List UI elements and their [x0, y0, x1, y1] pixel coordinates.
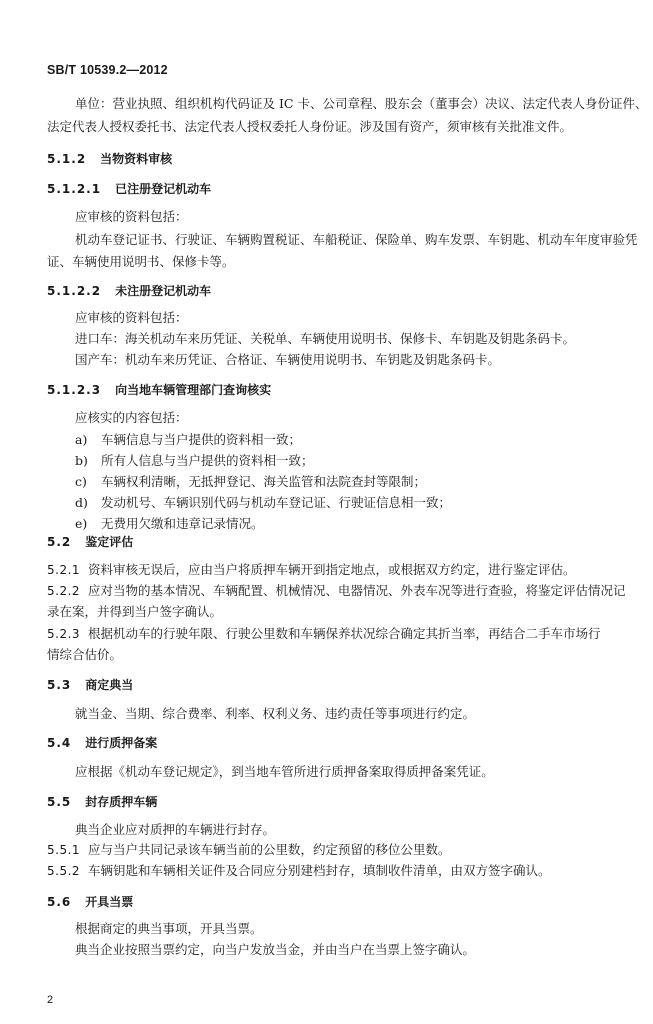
paragraph: 情综合估价。 — [47, 647, 123, 662]
paragraph: 国产车：机动车来历凭证、合格证、车辆使用说明书、车钥匙及钥匙条码卡。 — [75, 352, 501, 367]
numbered-paragraph-5-2-2 — [0, 581, 653, 601]
section-title: 鉴定评估 — [85, 535, 134, 549]
list-item — [75, 514, 264, 534]
paragraph-number: 5.5.1 — [47, 843, 81, 857]
section-number: 5.1.2.2 — [47, 284, 102, 298]
section-number: 5.1.2.3 — [47, 383, 102, 397]
numbered-paragraph-5-5-1 — [0, 840, 653, 860]
page-number: 2 — [47, 994, 54, 1006]
list-item — [75, 493, 451, 513]
paragraph: 应审核的资料包括： — [75, 310, 188, 325]
list-item-text: 无费用欠缴和违章记录情况。 — [101, 516, 264, 531]
list-item-text: 发动机号、车辆识别代码与机动车登记证、行驶证信息相一致； — [101, 495, 452, 510]
section-title: 已注册登记机动车 — [115, 182, 212, 196]
list-marker: a) — [75, 432, 88, 447]
section-title: 向当地车辆管理部门查询核实 — [115, 383, 272, 397]
standard-code: SB/T 10539.2—2012 — [47, 63, 168, 77]
section-title: 封存质押车辆 — [85, 795, 158, 809]
intro-line-1: 单位：营业执照、组织机构代码证及 IC 卡、公司章程、股东会（董事会）决议、法定代表人身份证件、 — [75, 96, 648, 111]
section-number: 5.2 — [47, 535, 72, 549]
section-number: 5.6 — [47, 895, 72, 909]
paragraph: 应审核的资料包括： — [75, 209, 188, 224]
section-heading-5-2 — [47, 533, 133, 551]
paragraph-number: 5.2.3 — [47, 627, 81, 641]
paragraph-number: 5.2.1 — [47, 563, 81, 577]
section-number: 5.4 — [47, 736, 72, 750]
paragraph: 应根据《机动车登记规定》，到当地车管所进行质押备案取得质押备案凭证。 — [75, 764, 494, 779]
section-heading-5-1-2 — [47, 150, 172, 168]
section-heading-5-1-2-2 — [47, 282, 211, 300]
list-item — [75, 451, 314, 471]
numbered-paragraph-5-5-2 — [0, 861, 653, 881]
section-title: 进行质押备案 — [85, 736, 158, 750]
paragraph-text: 根据机动车的行驶年限、行驶公里数和车辆保养状况综合确定其折当率，再结合二手车市场行 — [88, 626, 601, 641]
section-number: 5.5 — [47, 795, 72, 809]
list-item-text: 车辆信息与当户提供的资料相一致； — [101, 432, 302, 447]
paragraph: 录在案，并得到当户签字确认。 — [47, 604, 223, 619]
section-heading-5-5 — [47, 793, 157, 811]
section-heading-5-4 — [47, 734, 157, 752]
list-item — [75, 472, 426, 492]
paragraph: 典当企业按照当票约定，向当户发放当金，并由当户在当票上签字确认。 — [75, 942, 476, 957]
list-marker: e) — [75, 516, 88, 531]
list-marker: c) — [75, 474, 87, 489]
section-heading-5-1-2-3 — [47, 381, 271, 399]
paragraph: 证、车辆使用说明书、保修卡等。 — [47, 254, 235, 269]
section-heading-5-3 — [47, 676, 133, 694]
section-title: 未注册登记机动车 — [115, 284, 212, 298]
paragraph-text: 应与当户共同记录该车辆当前的公里数，约定预留的移位公里数。 — [88, 842, 451, 857]
paragraph: 典当企业应对质押的车辆进行封存。 — [75, 822, 276, 837]
list-marker: b) — [75, 453, 88, 468]
section-heading-5-1-2-1 — [47, 180, 211, 198]
paragraph: 机动车登记证书、行驶证、车辆购置税证、车船税证、保险单、购车发票、车钥匙、机动车年度审验凭 — [75, 232, 638, 247]
intro-line-2: 法定代表人授权委托书、法定代表人授权委托人身份证。涉及国有资产，须审核有关批准文件。 — [47, 119, 573, 134]
paragraph: 就当金、当期、综合费率、利率、权利义务、违约责任等事项进行约定。 — [75, 706, 476, 721]
paragraph: 根据商定的典当事项，开具当票。 — [75, 921, 263, 936]
numbered-paragraph-5-2-3 — [0, 624, 653, 644]
paragraph-text: 应对当物的基本情况、车辆配置、机械情况、电器情况、外表车况等进行查验，将鉴定评估情况记 — [88, 583, 626, 598]
paragraph: 进口车：海关机动车来历凭证、关税单、车辆使用说明书、保修卡、车钥匙及钥匙条码卡。 — [75, 331, 576, 346]
section-number: 5.1.2 — [47, 152, 87, 166]
paragraph: 应核实的内容包括： — [75, 410, 188, 425]
section-title: 当物资料审核 — [100, 152, 173, 166]
section-number: 5.1.2.1 — [47, 182, 102, 196]
list-item — [75, 430, 301, 450]
numbered-paragraph-5-2-1 — [0, 560, 653, 580]
section-number: 5.3 — [47, 678, 72, 692]
paragraph-text: 车辆钥匙和车辆相关证件及合同应分别建档封存，填制收件清单，由双方签字确认。 — [88, 863, 551, 878]
section-heading-5-6 — [47, 893, 133, 911]
paragraph-text: 资料审核无误后，应由当户将质押车辆开到指定地点，或根据双方约定，进行鉴定评估。 — [88, 562, 576, 577]
paragraph-number: 5.2.2 — [47, 584, 81, 598]
paragraph-number: 5.5.2 — [47, 864, 81, 878]
list-marker: d) — [75, 495, 88, 510]
section-title: 商定典当 — [85, 678, 134, 692]
section-title: 开具当票 — [85, 895, 134, 909]
list-item-text: 车辆权利清晰，无抵押登记、海关监管和法院查封等限制； — [101, 474, 427, 489]
list-item-text: 所有人信息与当户提供的资料相一致； — [101, 453, 314, 468]
